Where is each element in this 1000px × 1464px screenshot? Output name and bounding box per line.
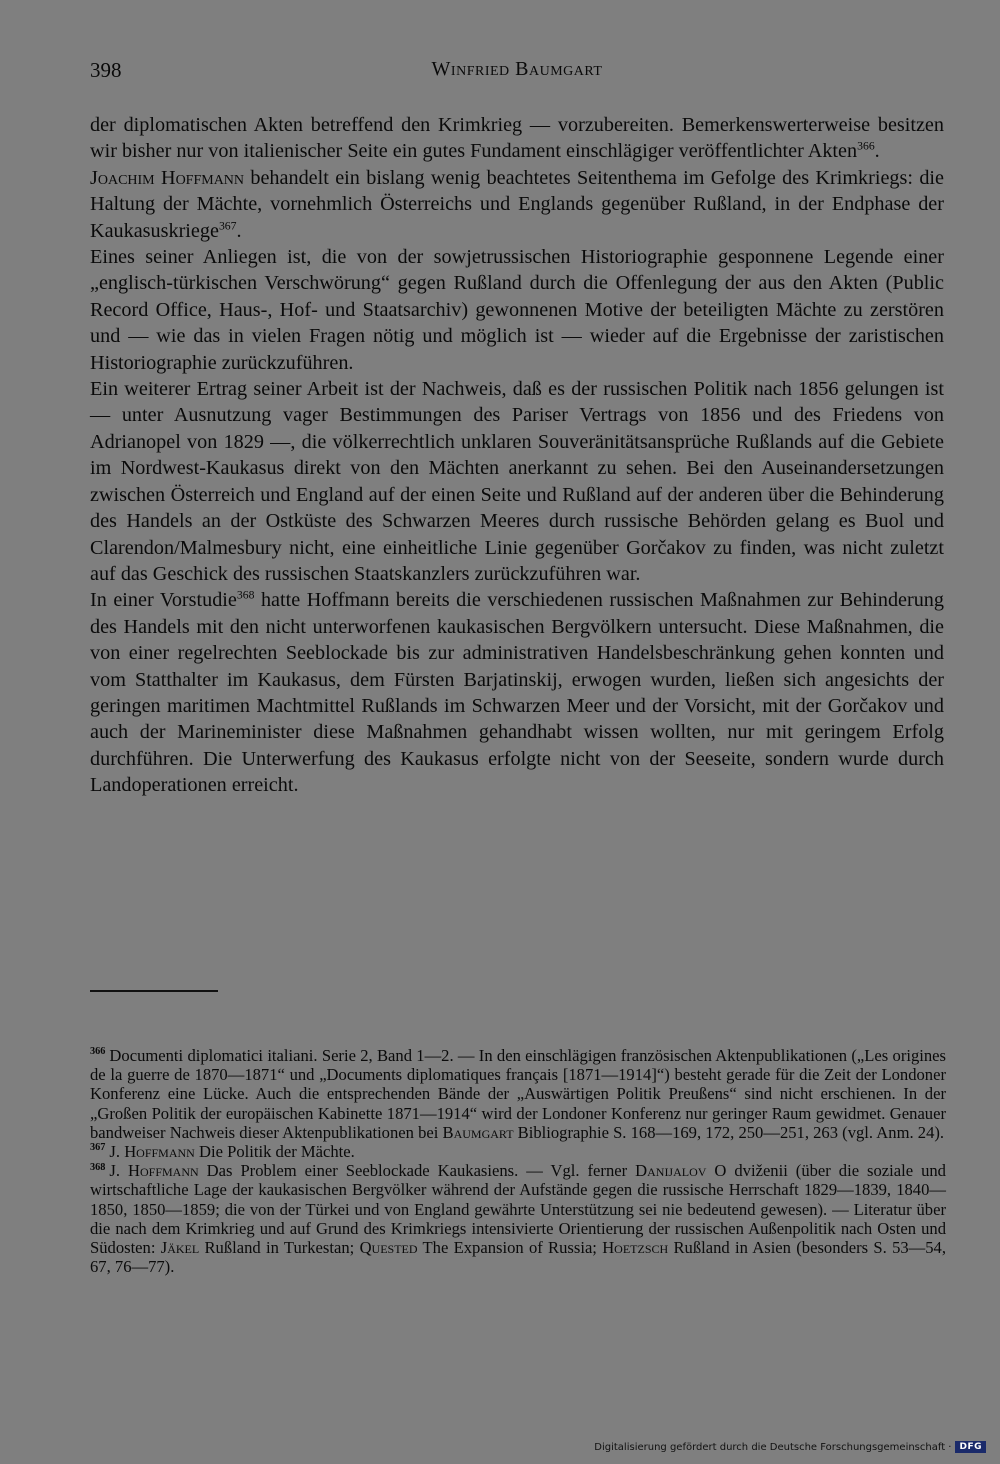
footnote-367: $^{367}$ J. Hoffmann Die Politik der Mächte. — [90, 1142, 355, 1162]
dfg-logo: DFG — [955, 1441, 986, 1453]
paragraph-5: In einer Vorstudie$^{368}$ hatte Hoffmann bereits die verschiedenen russischen Maßnahmen zur Behinderung des Handels mit den nicht unterworfenen kaukasischen Bergvölkern untersucht. Diese Maßnahmen, die von einer regelrechten Seeblockade bis zur administrativen Handelsbeschränkung gehen konnten und vom Statthalter im Kaukasus, dem Fürsten Barjatinskij, erwogen wurden, ließen sich angesichts der geringen maritimen Machtmittel Rußlands im Schwarzen Meer und der Vorsicht, mit der Gorčakov und auch der Marineminister diese Maßnahmen gehandhabt wissen wollten, nur mit geringem Erfolg durchführen. Die Unterwerfung des Kaukasus erfolgte nicht von der Seeseite, sondern wurde durch Landoperationen erreicht. — [90, 588, 944, 797]
page-header — [90, 58, 944, 86]
author-name: Hoetzsch — [602, 1238, 669, 1258]
author-name: Jäkel — [160, 1238, 200, 1258]
footnote-ref-368[interactable]: 368 — [236, 588, 255, 602]
author-name: Joachim Hoffmann — [90, 166, 245, 189]
author-name: Hoffmann — [124, 1142, 195, 1162]
author-name: Baumgart — [442, 1122, 514, 1142]
paragraph-1: der diplomatischen Akten betreffend den Krimkrieg — vorzubereiten. Bemerkenswerterweise besitzen wir bisher nur von italienischer Seite ein gutes Fundament einschlägiger veröffentlichter Akten$^{366}$. — [90, 114, 944, 163]
paragraph-3: Eines seiner Anliegen ist, die von der sowjetrussischen Historiographie gesponnene Legende einer „englisch-türkischen Verschwörung“ gegen Rußland durch die Offenlegung der aus den Akten (Public Record Office, Haus-, Hof- und Staatsarchiv) gewonnenen Motive der beteiligten Mächte zu zerstören und — wie das in vielen Fragen nötig und möglich ist — wieder auf die Ergebnisse der zaristischen Historiographie zurückzuführen. — [90, 246, 944, 374]
paragraph-4: Ein weiterer Ertrag seiner Arbeit ist der Nachweis, daß es der russischen Politik nach 1856 gelungen ist — unter Ausnutzung vager Bestimmungen des Pariser Vertrags von 1856 und des Friedens von Adrianopel von 1829 —, die völkerrechtlich unklaren Souveränitätsansprüche Rußlands auf die Gebiete im Nordwest-Kaukasus direkt von den Mächten anerkannt zu sehen. Bei den Auseinandersetzungen zwischen Österreich und England auf der einen Seite und Rußland auf der anderen über die Behinderung des Handels an der Ostküste des Schwarzen Meeres durch russische Behörden gelang es Buol und Clarendon/Malmesbury nicht, eine einheitliche Linie gegenüber Gorčakov zu finden, was nicht zuletzt auf das Geschick des russischen Staatskanzlers zurückzuführen war. — [90, 378, 944, 585]
paragraph-2: Joachim Hoffmann behandelt ein bislang wenig beachtetes Seitenthema im Gefolge des Krimkriegs: die Haltung der Mächte, vornehmlich Österreichs und Englands gegenüber Rußland, in der Endphase der Kaukasuskriege$^{367}$. — [90, 166, 944, 242]
footnote-368: $^{368}$ J. Hoffmann Das Problem einer Seeblockade Kaukasiens. — Vgl. ferner Danijalov O dviženii (über die soziale und wirtschaftliche Lage der kaukasischen Bergvölker während der Aufstände gegen die russische Herrschaft 1829—1839, 1840—1850, 1850—1859; die von der Türkei und von England gewährte Unterstützung sei nie bedeutend gewesen). — Literatur über die nach dem Krimkrieg und auf Grund des Krimkriegs intensivierte Orientierung der russischen Außenpolitik nach Osten und Südosten: Jäkel Rußland in Turkestan; Quested The Expansion of Russia; Hoetzsch Rußland in Asien (besonders S. 53—54, 67, 76—77). — [90, 1161, 947, 1277]
body-text — [90, 112, 944, 799]
footnote-ref-367[interactable]: 367 — [218, 218, 237, 232]
footnote-number: 367 — [90, 1142, 106, 1154]
author-name: Danijalov — [635, 1161, 707, 1181]
footnote-ref-366[interactable]: 366 — [857, 139, 875, 153]
footnote-divider — [90, 990, 218, 992]
digitization-credit — [594, 1441, 986, 1453]
page-number: 398 — [90, 58, 122, 82]
footnote-number: 366 — [90, 1046, 106, 1058]
credit-text: Digitalisierung gefördert durch die Deutsche Forschungsgemeinschaft · — [594, 1441, 952, 1453]
author-name: Hoffmann — [128, 1161, 199, 1181]
footnote-366: $^{366}$ Documenti diplomatici italiani. Serie 2, Band 1—2. — In den einschlägigen französischen Aktenpublikationen („Les origines de la guerre de 1870—1871“ und „Documents diplomatiques français [1871—1914]“) besteht gerade für die Zeit der Londoner Konferenz eine Lücke. Auch die entsprechenden Bände der „Auswärtigen Politik Preußens“ sind nicht erschienen. In der „Großen Politik der europäischen Kabinette 1871—1914“ wird der Londoner Konferenz nur geringer Raum gewidmet. Genauer bandweiser Nachweis dieser Aktenpublikationen bei Baumgart Bibliographie S. 168—169, 172, 250—251, 263 (vgl. Anm. 24). — [90, 1046, 946, 1142]
author-name: Quested — [359, 1238, 418, 1258]
footnote-number: 368 — [90, 1161, 106, 1173]
footnotes — [90, 1046, 946, 1276]
running-title: Winfried Baumgart — [431, 58, 603, 80]
